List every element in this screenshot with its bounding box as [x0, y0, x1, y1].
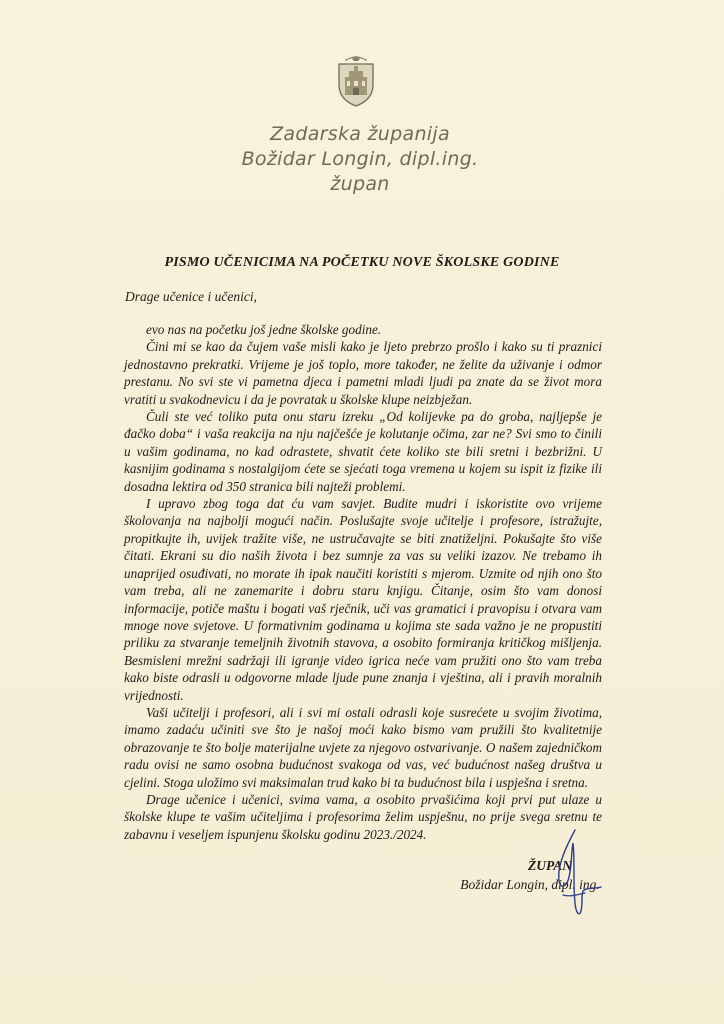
paragraph: Čini mi se kao da čujem vaše misli kako je ljeto prebrzo prošlo i kako su ti praznici jednostavno prekratki. Vrijeme je još toplo, more također, ne želite da uživanje i odmor prestanu. No svi ste vi pametna djeca i pametni mladi ljudi pa znate da se život mora vratiti u svakodnevicu i da je povratak u školske klupe neizbježan. [124, 339, 602, 407]
paragraph: I upravo zbog toga dat ću vam savjet. Budite mudri i iskoristite ovo vrijeme školovanja na najbolji mogući način. Poslušajte svoje učitelje i profesore, istražujte, propitkujte ih, uvijek tražite više, ne ustručavajte se biti znatiželjni. Pokušajte što više čitati. Ekrani su dio naših života i bez sumnje za vas su veliki izazov. Ne trebamo ih unaprijed osuđivati, no morate ih ipak naučiti koristiti s mjerom. Uzmite od njih ono što vam treba, ali ne zanemarite i dobru staru knjigu. Čitanje, osim što vam donosi informacije, potiče maštu i bogati vaš rječnik, uči vas gramatici i pravopisu i otvara vam mnoge nove svjetove. U formativnim godinama u kojima ste sada važno je ne propustiti priliku za stvaranje temeljnih životnih stavova, a osobito formiranja kritičkog mišljenja. Besmisleni mrežni sadržaji ili igranje video igrica neće vam pružiti ono što vam treba kako biste odrasli u odgovorne mlade ljude pune znanja i vještina, ali i pravih moralnih vrijednosti. [124, 496, 602, 703]
signature-name: Božidar Longin, dipl. ing. [460, 877, 600, 892]
greeting: Drage učenice i učenici, [125, 289, 257, 304]
paragraph: Čuli ste već toliko puta onu staru izreku „Od kolijevke pa do groba, najljepše je đačko doba“ i vaša reakcija na nju najčešće je kolutanje očima, zar ne? Svi smo to činili u vašim godinama, no kad odrastete, shvatit ćete koliko ste bili sretni i bezbrižni. U kasnijim godinama s nostalgijom ćete se sjećati toga vremena u kojem su ispit iz fizike ili dosadna lektira od 350 stranica bili najteži problemi. [124, 409, 602, 494]
signature-role: ŽUPAN [528, 858, 572, 873]
letter-body [124, 321, 602, 843]
letter-title: PISMO UČENICIMA NA POČETKU NOVE ŠKOLSKE GODINE [164, 255, 560, 270]
coat-of-arms-icon [336, 55, 376, 107]
letterhead-name: Božidar Longin, dipl.ing. [241, 148, 479, 170]
letterhead [200, 122, 520, 197]
paragraph: Vaši učitelji i profesori, ali i svi mi ostali odrasli koje susrećete u svojim životima, imamo zadaću učiniti sve što je našoj moći kako bismo vam pružili što kvalitetnije obrazovanje te što bolje materijalne uvjete za njegovo ostvarivanje. O našem zajedničkom radu ovisi ne samo osobna budućnost svakoga od vas, već budućnost našeg društva u cjelini. Stoga uložimo svi maksimalan trud kako bi ta budućnost bila i uspješna i sretna. [124, 704, 602, 790]
handwritten-signature-icon [545, 825, 605, 925]
letterhead-county: Zadarska županija [270, 123, 450, 145]
paragraph: evo nas na početku još jedne školske godine. [146, 322, 382, 337]
paragraph: Drage učenice i učenici, svima vama, a osobito prvašićima koji prvi put ulaze u školske klupe te vašim učiteljima i profesorima želim uspješnu, no prije svega sretnu te zabavnu i veseljem ispunjenu školsku godinu 2023./2024. [124, 791, 602, 842]
letterhead-role: župan [330, 173, 390, 195]
